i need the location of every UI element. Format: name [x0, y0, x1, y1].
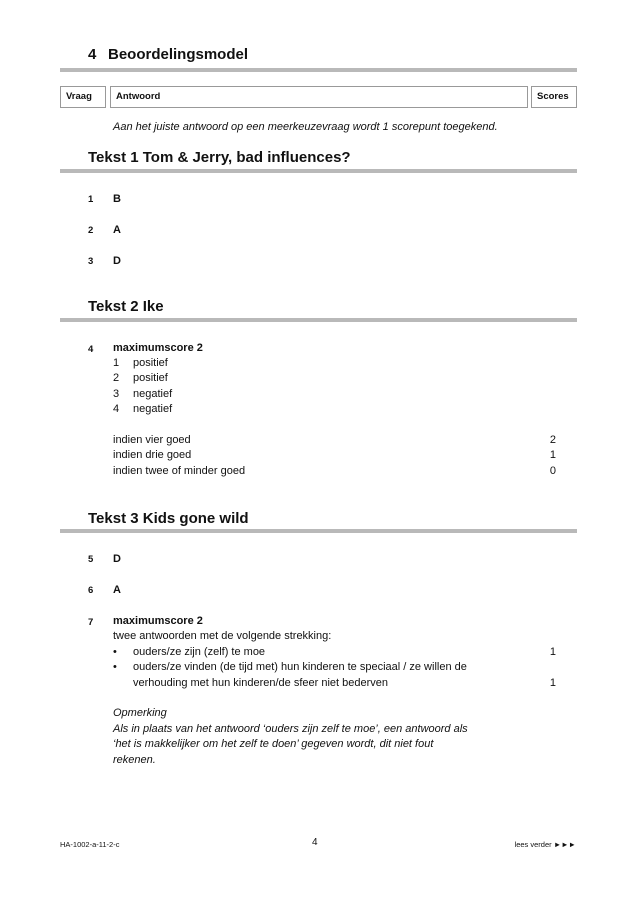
section-rule [60, 529, 577, 533]
item-number: 4 [113, 403, 120, 415]
section-title-tekst1: Tekst 1 Tom & Jerry, bad influences? [88, 149, 351, 166]
bullet-score: 1 [549, 646, 556, 658]
question-number: 1 [88, 194, 94, 205]
question-number: 3 [88, 256, 94, 267]
section-title-tekst3: Tekst 3 Kids gone wild [88, 510, 249, 527]
section-number: 4 [88, 46, 97, 63]
item-text: negatief [133, 403, 173, 415]
scoring-value: 1 [549, 449, 556, 461]
note-line: ‘het is makkelijker om het zelf te doen’ gegeven wordt, dit niet fout [113, 738, 434, 750]
item-number: 1 [113, 357, 120, 369]
note-title: Opmerking [113, 707, 167, 719]
scoring-value: 2 [549, 434, 556, 446]
question-number: 6 [88, 585, 94, 596]
question-number: 5 [88, 554, 94, 565]
section-title-tekst2: Tekst 2 Ike [88, 298, 164, 315]
bullet-text: ouders/ze zijn (zelf) te moe [133, 646, 266, 658]
column-header-vraag: Vraag [60, 86, 106, 108]
page-title: Beoordelingsmodel [108, 46, 249, 63]
answer: A [113, 224, 121, 236]
bullet-text-continued: verhouding met hun kinderen/de sfeer niet bederven [133, 677, 389, 689]
item-number: 2 [113, 372, 120, 384]
item-text: positief [133, 372, 168, 384]
scoring-label: indien vier goed [113, 434, 191, 446]
item-text: positief [133, 357, 168, 369]
section-rule [60, 318, 577, 322]
max-score: maximumscore 2 [113, 342, 203, 354]
intro-note: Aan het juiste antwoord op een meerkeuzevraag wordt 1 scorepunt toegekend. [113, 121, 498, 133]
scoring-value: 0 [549, 465, 556, 477]
footer-next: lees verder ►►► [514, 840, 576, 849]
answer: D [113, 553, 121, 565]
bullet-icon: • [113, 661, 117, 673]
bullet-text: ouders/ze vinden (de tijd met) hun kinderen te speciaal / ze willen de [133, 661, 467, 673]
section-rule [60, 169, 577, 173]
answer-lead: twee antwoorden met de volgende strekking: [113, 630, 332, 642]
max-score: maximumscore 2 [113, 615, 203, 627]
footer-code: HA-1002-a-11-2-c [60, 840, 120, 849]
question-number: 7 [88, 617, 94, 628]
item-text: negatief [133, 388, 173, 400]
heading-rule [60, 68, 577, 72]
answer: B [113, 193, 121, 205]
question-number: 4 [88, 344, 94, 355]
column-header-antwoord: Antwoord [110, 86, 528, 108]
bullet-icon: • [113, 646, 117, 658]
answer: A [113, 584, 121, 596]
bullet-score: 1 [549, 677, 556, 689]
page-number: 4 [312, 837, 318, 848]
scoring-label: indien drie goed [113, 449, 192, 461]
question-number: 2 [88, 225, 94, 236]
note-line: Als in plaats van het antwoord ‘ouders zijn zelf te moe’, een antwoord als [113, 723, 468, 735]
answer: D [113, 255, 121, 267]
note-line: rekenen. [113, 754, 156, 766]
column-header-scores: Scores [531, 86, 577, 108]
item-number: 3 [113, 388, 120, 400]
scoring-label: indien twee of minder goed [113, 465, 246, 477]
